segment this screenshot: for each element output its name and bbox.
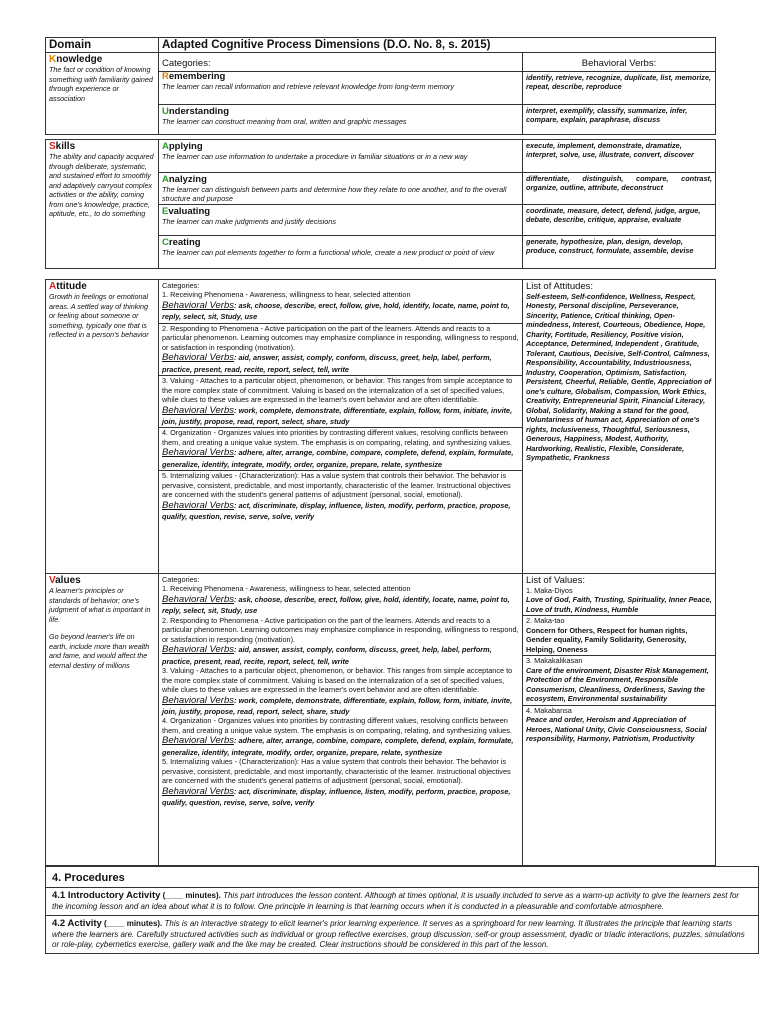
verbs-text: : adhere, alter, arrange, combine, compare, complete, defend, explain, formulate, generalize, identify, integrate, modify, order, organize, prepare, relate, synthesize [162, 736, 514, 757]
values-group-4-head: 4. Makabansa [523, 705, 715, 715]
verbs-text: : aid, answer, assist, comply, conform, discuss, greet, help, label, perform, practice, present, read, recite, report, select, tell, write [162, 353, 492, 374]
bv-label: Behavioral Verbs [162, 299, 234, 311]
values-level-3-verbs [162, 695, 519, 717]
attitude-domain-cell [46, 280, 159, 574]
attitude-level-1-verbs [162, 300, 519, 322]
attitude-level-2-title: 2. Responding to Phenomena - Active participation on the part of the learners. Attends and reacts to a particular phenomenon. Learning outcomes may emphasize compliance in responding, willingness to respond, or satisfaction in responding (motivation). [162, 323, 519, 352]
attitude-level-2 [159, 323, 522, 352]
procedures-table [45, 866, 759, 954]
attitude-level-3 [159, 375, 522, 404]
creating-letter: C [162, 237, 169, 249]
values-level-5-title: 5. Internalizing values - (Characterization): Has a value system that controls their behavior. The behavior is pervasive, consistent, predictable, and most importantly, characteristic of the learner. Instructional objectives are concerned with the student's general patterns of adjustment (personal, social, emotional). [162, 757, 511, 786]
analyzing-title: nalyzing [168, 174, 207, 185]
attitude-level-5-title: 5. Internalizing values - (Characterization): Has a value system that controls their behavior. The behavior is pervasive, consistent, predictable, and most importantly, characteristic of the learner. Instructional objectives are concerned with the student's general patterns of adjustment (personal, social, emotional). [162, 471, 511, 500]
values-list-title: List of Values: [526, 575, 585, 586]
creating-title: reating [168, 237, 201, 249]
values-level-4 [162, 716, 519, 735]
values-level-2-title: 2. Responding to Phenomena - Active participation on the part of the learners. Attends and reacts to a particular phenomenon. Learning outcomes may emphasize compliance in responding, willingness to respond, or satisfaction in responding (motivation). [162, 615, 519, 644]
attitude-level-1-title: 1. Receiving Phenomena - Awareness, willingness to hear, selected attention [162, 290, 411, 300]
verbs-text: : work, complete, demonstrate, differentiate, explain, follow, form, initiate, invite, join, justify, propose, read, report, select, share, study [162, 405, 513, 426]
analyzing-cell [159, 173, 523, 205]
values-level-3 [162, 666, 519, 694]
values-level-5-verbs [162, 786, 519, 808]
values-level-4-title: 4. Organization - Organizes values into priorities by contrasting different values, resolving conflicts between them, and creating a unique value system. The emphasis is on comparing, relating, and synthesizing values. [162, 716, 512, 735]
values-categories-label: Categories: [162, 575, 200, 584]
applying-cell [159, 140, 523, 173]
attitude-categories-label: Categories: [162, 281, 200, 290]
bv-label: Behavioral Verbs [162, 785, 234, 797]
evaluating-letter: E [162, 206, 169, 218]
categories-label: Categories: [162, 58, 211, 69]
values-level-5 [162, 757, 519, 785]
applying-desc: The learner can use information to undertake a procedure in familiar situations or in a new way [162, 152, 468, 161]
attitude-desc: Growth in feelings or emotional areas. A settled way of thinking or feeling about someone or something, typically one that is reflected in a person's behavior [49, 292, 149, 339]
values-categories-cell [159, 574, 523, 866]
values-rest: alues [55, 575, 81, 586]
bv-label: Behavioral Verbs [162, 644, 234, 656]
values-group-4-items: Peace and order, Heroism and Appreciation of Heroes, National Unity, Civic Consciousness, Social responsibility, Harmony, Patriotism, Productivity [526, 715, 707, 744]
values-group-1-head: 1. Maka-Diyos [526, 586, 573, 595]
analyzing-letter: A [162, 174, 169, 185]
domain-header: Domain [46, 38, 159, 53]
activity-minutes: (____ minutes). [101, 918, 163, 928]
understanding-title: nderstanding [168, 106, 230, 117]
attitude-level-3-verbs [162, 405, 519, 427]
values-group-3-items: Care of the environment, Disaster Risk Management, Protection of the Environment, Responsible Consumerism, Cleanliness, Orderliness, Saving the ecosystem, Environmental sustainability [526, 665, 709, 704]
values-level-2-verbs [162, 644, 519, 666]
evaluating-title: valuating [168, 206, 211, 218]
verbs-text: : act, discriminate, display, influence, listen, modify, perform, practice, propose, qualify, question, revise, serve, solve, verify [162, 500, 511, 521]
values-domain-cell [46, 574, 159, 866]
values-level-2 [162, 616, 519, 644]
attitude-rest: ttitude [56, 281, 87, 292]
introductory-minutes: (____ minutes). [160, 891, 221, 900]
introductory-activity-label: 4.1 Introductory Activity [52, 890, 161, 901]
verbs-text: : adhere, alter, arrange, combine, compare, complete, defend, explain, formulate, generalize, identify, integrate, modify, order, organize, prepare, relate, synthesize [162, 448, 514, 469]
introductory-activity-text: This part introduces the lesson content. Although at times optional, it is usually included to serve as a warm-up activity to give the learners zest for the incoming lesson and an idea about what it is to follow. One principle in learning is that learning occurs when it is conducted in a pleasurable and comfortable atmosphere. [52, 891, 740, 912]
attitude-level-5-verbs [162, 500, 519, 522]
analyzing-verbs: differentiate, distinguish, compare, contrast, organize, outline, attribute, deconstruct [523, 173, 716, 205]
evaluating-verbs: coordinate, measure, detect, defend, judge, argue, debate, describe, critique, appraise, evaluate [523, 205, 716, 236]
remembering-verbs: identify, retrieve, recognize, duplicate, list, memorize, repeat, describe, reproduce [523, 72, 716, 105]
attitude-title [49, 281, 155, 292]
creating-verbs: generate, hypothesize, plan, design, develop, produce, construct, formulate, assemble, devise [523, 236, 716, 269]
skills-title [49, 141, 155, 152]
activity-cell [46, 915, 759, 953]
attitude-categories-cell [159, 280, 523, 574]
values-letter: V [49, 575, 56, 586]
attitude-level-4-verbs [162, 447, 519, 469]
skills-letter: S [49, 141, 56, 152]
attitude-level-4-title: 4. Organization - Organizes values into priorities by contrasting different values, resolving conflicts between them, and creating a unique value system. The emphasis is on comparing, relating, and synthesizing values. [162, 428, 512, 447]
attitude-level-5 [159, 470, 522, 499]
remembering-title: emembering [168, 71, 226, 82]
activity-label: 4.2 Activity [52, 917, 102, 929]
remembering-letter: R [162, 71, 169, 82]
knowledge-letter: K [49, 54, 57, 65]
analyzing-desc: The learner can distinguish between parts and determine how they relate to one another, and to the overall structure and purpose [162, 185, 507, 204]
knowledge-desc: The fact or condition of knowing something with familiarity gained through experience or association [49, 65, 153, 103]
skills-domain-cell [46, 140, 159, 269]
evaluating-desc: The learner can make judgments and justify decisions [162, 217, 336, 227]
values-level-1-title: 1. Receiving Phenomena - Awareness, willingness to hear, selected attention [162, 584, 411, 594]
applying-letter: A [162, 141, 169, 152]
verbs-text: : act, discriminate, display, influence, listen, modify, perform, practice, propose, qualify, question, revise, serve, solve, verify [162, 786, 511, 807]
values-group-1-items: Love of God, Faith, Trusting, Spirituality, Inner Peace, Love of truth, Kindness, Humble [526, 595, 712, 614]
verbs-text: : aid, answer, assist, comply, conform, discuss, greet, help, label, perform, practice, present, read, recite, report, select, tell, write [162, 645, 492, 666]
bv-label: Behavioral Verbs [162, 593, 234, 605]
verbs-text: : work, complete, demonstrate, differentiate, explain, follow, form, initiate, invite, join, justify, propose, read, report, select, share, study [162, 695, 513, 716]
understanding-verbs: interpret, exemplify, classify, summarize, infer, compare, explain, paraphrase, discuss [523, 105, 716, 135]
values-level-4-verbs [162, 735, 519, 757]
bv-label: Behavioral Verbs [162, 352, 234, 364]
bv-label: Behavioral Verbs [162, 499, 234, 511]
bv-label: Behavioral Verbs [162, 694, 234, 706]
attitudes-list: Self-esteem, Self-confidence, Wellness, Respect, Honesty, Personal discipline, Perseverance, Sincerity, Patience, Critical thinking, Open-mindedness, Interest, Courteous, Obedience, Hope, Charity, Fortitude, Resiliency, Positive vision, Acceptance, Determined, Independent , Gratitude, Tolerant, Cautious, Decisive, Self-Control, Calmness, Responsibility, Accountability, Industriousness, Industry, Cooperation, Optimism, Satisfaction, Persistent, Cheerful, Reliable, Gentle, Appreciation of one's culture, Globalism, Compassion, Work Ethics, Creativity, Entrepreneurial Spirit, Financial Literacy, Global, Solidarity, Making a stand for the good, Voluntariness of human act, Appreciation of one's rights, Inclusiveness, Thoughtful, Seriousness, Generous, Happiness, Modest, Authority, Hardworking, Realistic, Flexible, Considerate, Sympathetic, Frankness [526, 292, 712, 463]
applying-title: pplying [168, 141, 203, 152]
understanding-letter: U [162, 106, 169, 117]
attitude-level-3-title: 3. Valuing - Attaches to a particular object, phenomenon, or behavior. This ranges from simple acceptance to the more complex state of commitment. Valuing is based on the internalization of a set of specified values, while clues to these values are expressed in the learner's overt behavior and are often identifiable. [162, 376, 513, 405]
evaluating-cell [159, 205, 523, 236]
creating-desc: The learner can put elements together to form a functional whole, create a new product or point of view [162, 248, 495, 258]
attitude-values-table [45, 279, 716, 866]
knowledge-domain-cell [46, 53, 159, 135]
values-level-3-title: 3. Valuing - Attaches to a particular object, phenomenon, or behavior. This ranges from simple acceptance to the more complex state of commitment. Valuing is based on the internalization of a set of specified values, while clues to these values are expressed in the learner's overt behavior and are often identifiable. [162, 666, 513, 695]
knowledge-rest: nowledge [56, 54, 103, 65]
remembering-cell [159, 72, 523, 105]
values-title [49, 575, 155, 586]
applying-verbs: execute, implement, demonstrate, dramatize, interpret, solve, use, illustrate, convert, discover [523, 140, 716, 173]
skills-desc: The ability and capacity acquired through deliberate, systematic, and sustained effort to smoothly and adaptively carryout complex activities or the ability, coming from one's knowledge, practice, aptitude, etc., to do something [49, 152, 154, 218]
attitude-level-2-verbs [162, 352, 519, 374]
behavioral-verbs-label: Behavioral Verbs: [581, 58, 657, 69]
verbs-text: : ask, choose, describe, erect, follow, give, hold, identify, locate, name, point to, reply, select, sit, Study, use [162, 594, 510, 616]
values-group-2-items: Concern for Others, Respect for human rights, Gender equality, Family Solidarity, Generosity, Helping, Oneness [526, 625, 688, 654]
dimensions-header: Adapted Cognitive Process Dimensions (D.O. No. 8, s. 2015) [159, 38, 716, 53]
values-list-cell [523, 574, 716, 866]
attitudes-list-cell [523, 280, 716, 574]
values-level-1-verbs [162, 594, 519, 616]
verbs-label-cell [523, 53, 716, 72]
verbs-text: : ask, choose, describe, erect, follow, give, hold, identify, locate, name, point to, reply, select, sit, Study, use [162, 300, 510, 322]
introductory-activity-cell [46, 888, 759, 916]
values-desc-2: Go beyond learner's life on earth, include more than wealth and fame, and would affect the eternal destiny of millions [49, 632, 150, 670]
knowledge-title [49, 54, 155, 65]
procedures-title-cell [46, 867, 759, 888]
creating-cell [159, 236, 523, 269]
values-level-1 [162, 584, 519, 593]
values-group-2-head: 2. Maka-tao [523, 615, 715, 625]
values-group-3-head: 3. Makakalikasan [523, 655, 715, 665]
understanding-cell [159, 105, 523, 135]
attitudes-list-title: List of Attitudes: [526, 281, 594, 292]
attitude-letter: A [49, 281, 57, 292]
attitude-level-4 [159, 427, 522, 447]
categories-label-cell [159, 53, 523, 72]
values-desc-1: A learner's principles or standards of behavior; one's judgment of what is important in life. [49, 586, 151, 624]
procedures-title: 4. Procedures [52, 872, 125, 884]
understanding-desc: The learner can construct meaning from oral, written and graphic messages [162, 117, 407, 126]
skills-table [45, 139, 716, 269]
knowledge-skills-table [45, 37, 716, 135]
bv-label: Behavioral Verbs [162, 447, 234, 459]
skills-rest: kills [55, 141, 76, 152]
bv-label: Behavioral Verbs [162, 735, 234, 747]
bv-label: Behavioral Verbs [162, 404, 234, 416]
attitude-level-1 [162, 290, 519, 299]
activity-text: This is an interactive strategy to elicit learner's prior learning experience. It serves as a springboard for new learning. It illustrates the principle that learning starts where the learners are. Carefully structured activities such as individual or group reflective exercises, group discussion, self-or group assessment, dyadic or triadic interactions, puzzles, simulations or role-play, cybernetics exercise, gallery walk and the like may be created. Clear instructions should be considered in this part of the lesson. [52, 918, 745, 950]
remembering-desc: The learner can recall information and retrieve relevant knowledge from long-term memory [162, 82, 455, 91]
